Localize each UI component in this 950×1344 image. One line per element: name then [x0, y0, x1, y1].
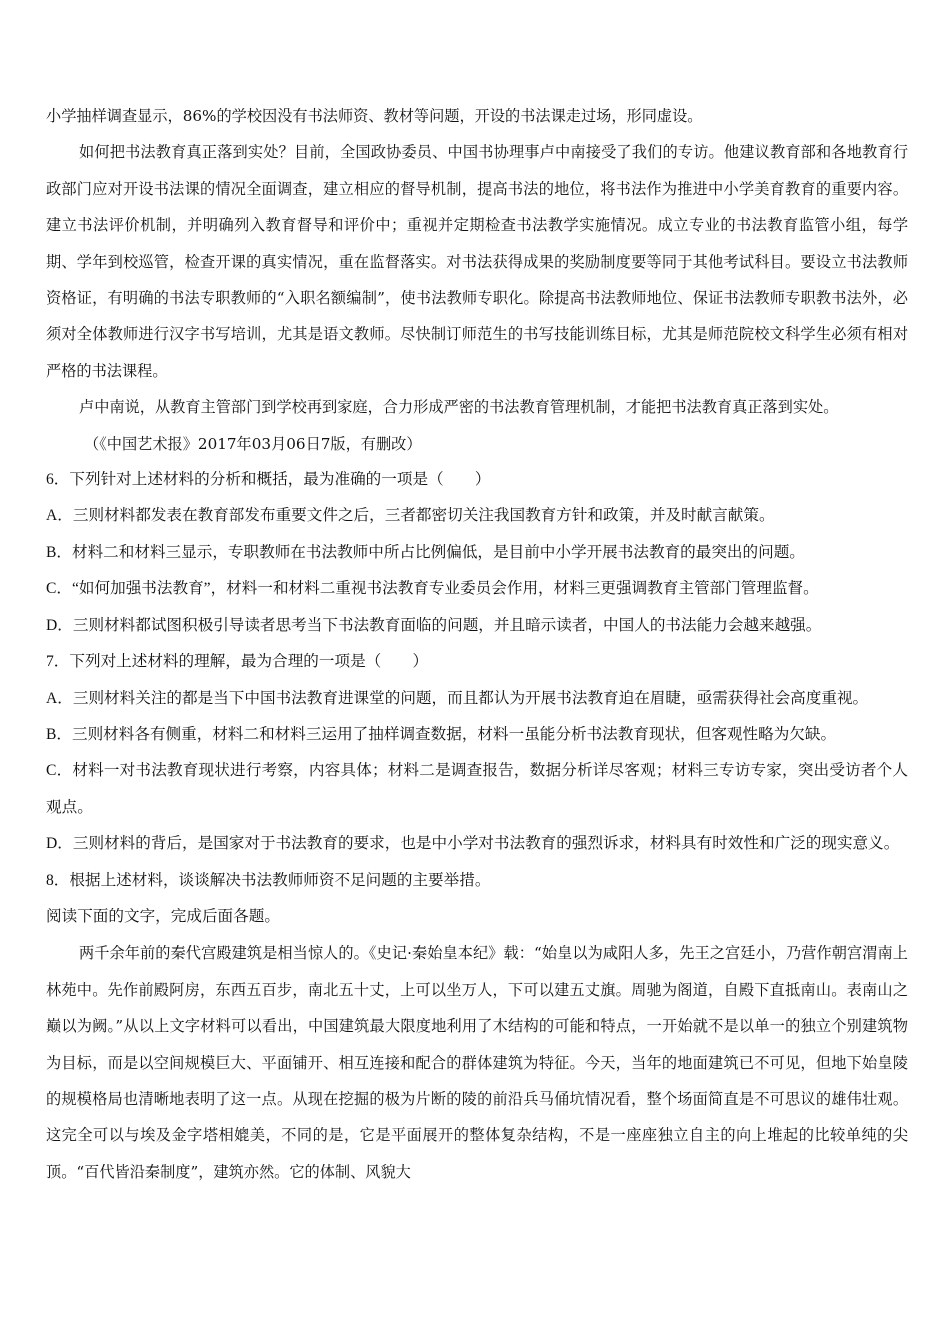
question-8-stem: 8．根据上述材料，谈谈解决书法教师师资不足问题的主要举措。	[46, 871, 491, 889]
question-7-stem: 7．下列对上述材料的理解，最为合理的一项是（ ）	[46, 653, 429, 671]
reading-instruction: 阅读下面的文字，完成后面各题。	[46, 907, 280, 925]
question-6-option-b: B．材料二和材料三显示，专职教师在书法教师中所占比例偏低，是目前中小学开展书法教育的最突出的问题。	[46, 543, 805, 561]
passage-paragraph-conclusion: 卢中南说，从教育主管部门到学校再到家庭，合力形成严密的书法教育管理机制，才能把书法教育真正落到实处。	[79, 398, 839, 417]
question-7-option-a: A．三则材料关注的都是当下中国书法教育进课堂的问题，而且都认为开展书法教育迫在眉睫，亟需获得社会高度重视。	[46, 689, 869, 707]
question-6-option-a: A．三则材料都发表在教育部发布重要文件之后，三者都密切关注我国教育方针和政策，并及时献言献策。	[46, 507, 775, 525]
passage-line-tail: 小学抽样调查显示，86%的学校因没有书法师资、教材等问题，开设的书法课走过场，形同虚设。	[46, 107, 703, 125]
question-7-option-c: C．材料一对书法教育现状进行考察，内容具体；材料二是调查报告，数据分析详尽客观；材料三专访专家，突出受访者个人观点。	[46, 762, 908, 816]
question-6-stem: 6．下列针对上述材料的分析和概括，最为准确的一项是（ ）	[46, 471, 491, 489]
passage-paragraph-interview: 如何把书法教育真正落到实处？目前，全国政协委员、中国书协理事卢中南接受了我们的专访。他建议教育部和各地教育行政部门应对开设书法课的情况全面调查，建立相应的督导机制，提高书法的地位，将书法作为推进中小学美育教育的重要内容。建立书法评价机制，并明确列入教育督导和评价中；重视并定期检查书法教学实施情况。成立专业的书法教育监管小组，每学期、学年到校巡管，检查开课的真实情况，重在监督落实。对书法获得成果的奖励制度要等同于其他考试科目。要设立书法教师资格证，有明确的书法专职教师的“入职名额编制”，使书法教师专职化。除提高书法教师地位、保证书法教师专职教书法外，必须对全体教师进行汉字书写培训，尤其是语文教师。尽快制订师范生的书写技能训练目标，尤其是师范院校文科学生必须有相对严格的书法课程。	[46, 143, 908, 380]
question-6-option-d: D．三则材料都试图积极引导读者思考当下书法教育面临的问题，并且暗示读者，中国人的书法能力会越来越强。	[46, 616, 822, 634]
reading-paragraph-qin-architecture: 两千余年前的秦代宫殿建筑是相当惊人的。《史记·秦始皇本纪》载：“始皇以为咸阳人多，先王之宫廷小，乃营作朝宫渭南上林苑中。先作前殿阿房，东西五百步，南北五十丈，上可以坐万人，下可以建五丈旗。周驰为阁道，自殿下直抵南山。表南山之巅以为阙。”从以上文字材料可以看出，中国建筑最大限度地利用了木结构的可能和特点，一开始就不是以单一的独立个别建筑物为目标，而是以空间规模巨大、平面铺开、相互连接和配合的群体建筑为特征。今天，当年的地面建筑已不可见，但地下始皇陵的规模格局也清晰地表明了这一点。从现在挖掘的极为片断的陵的前沿兵马俑坑情况看，整个场面简直是不可思议的雄伟壮观。这完全可以与埃及金字塔相媲美，不同的是，它是平面展开的整体复杂结构，不是一座座独立自主的向上堆起的比较单纯的尖顶。“百代皆沿秦制度”，建筑亦然。它的体制、风貌大	[46, 944, 908, 1181]
question-6-option-c: C．“如何加强书法教育”，材料一和材料二重视书法教育专业委员会作用，材料三更强调教育主管部门管理监督。	[46, 580, 819, 598]
passage-source: （《中国艺术报》2017年03月06日7版，有删改）	[84, 434, 422, 453]
question-7-option-b: B．三则材料各有侧重，材料二和材料三运用了抽样调查数据，材料一虽能分析书法教育现状，但客观性略为欠缺。	[46, 725, 837, 743]
question-7-option-d: D．三则材料的背后，是国家对于书法教育的要求，也是中小学对书法教育的强烈诉求，材料具有时效性和广泛的现实意义。	[46, 835, 900, 853]
